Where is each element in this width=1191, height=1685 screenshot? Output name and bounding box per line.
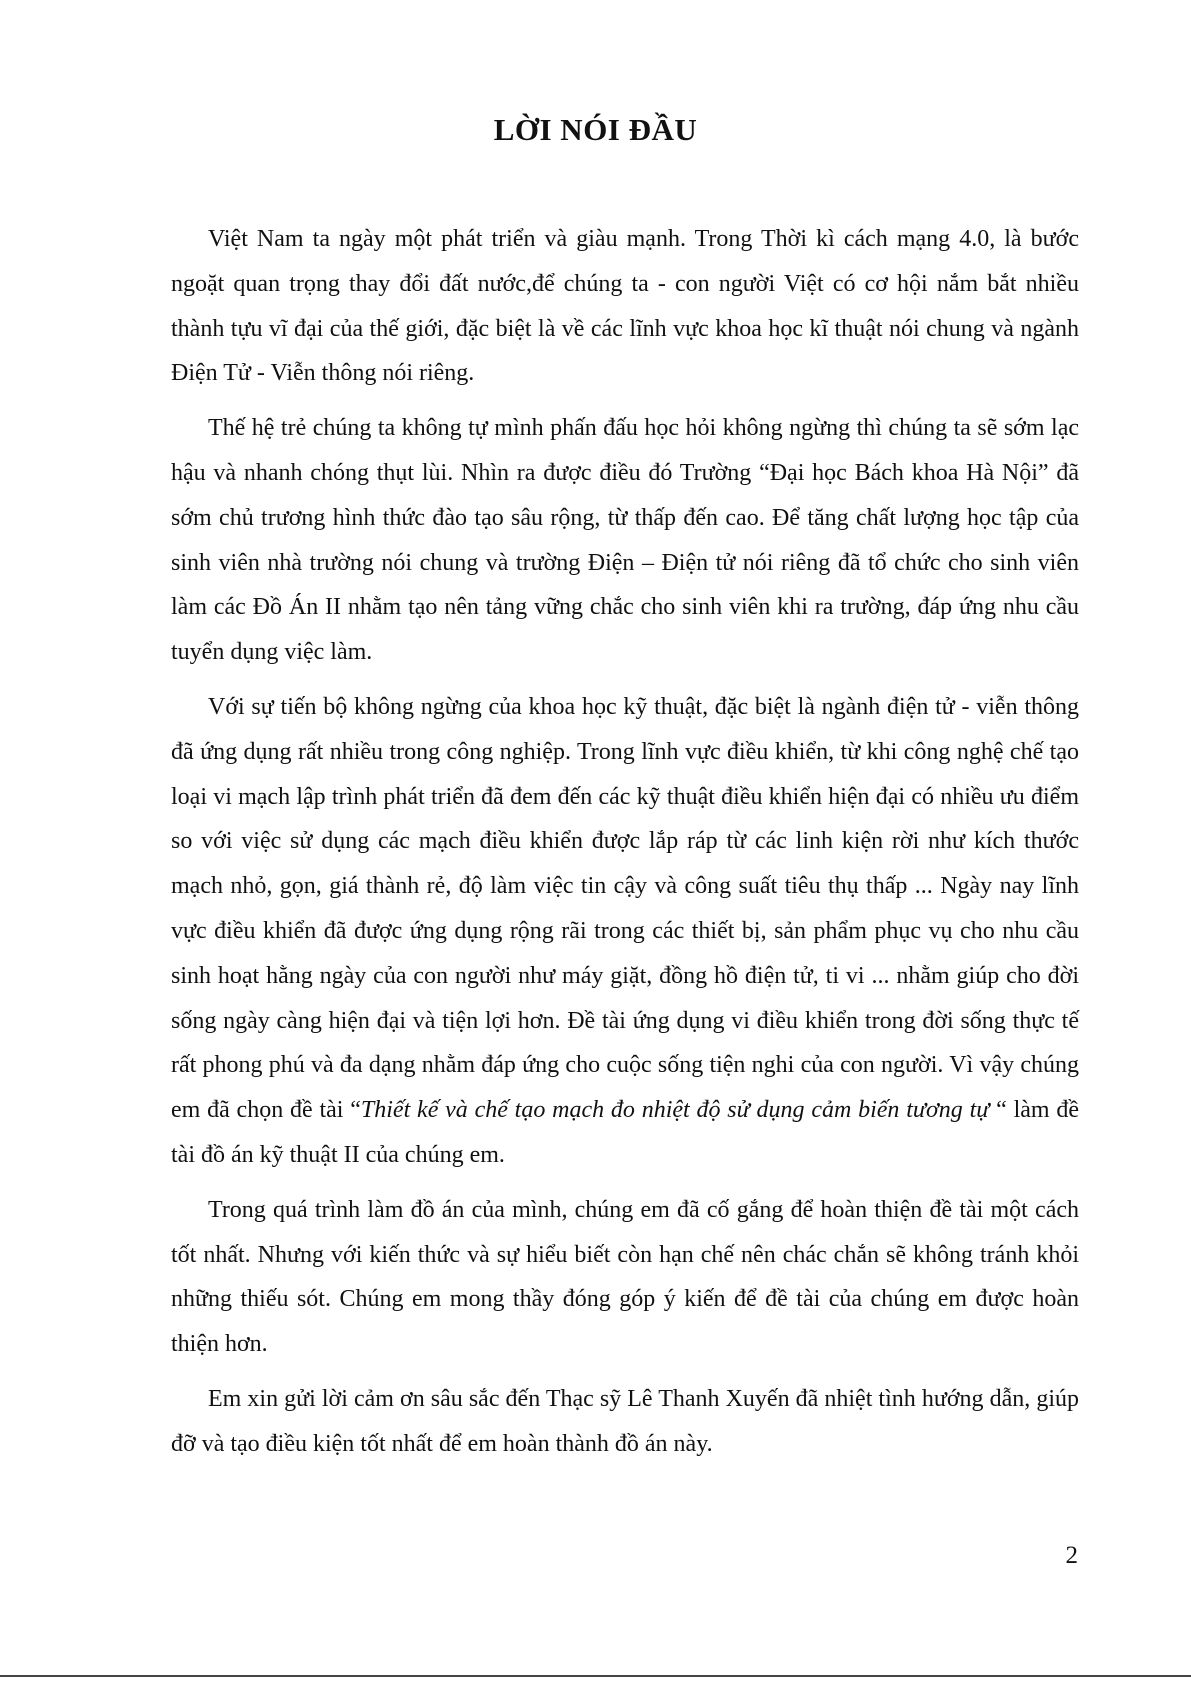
document-body [171,217,1079,1477]
page-title: LỜI NÓI ĐẦU [493,112,698,147]
paragraph-3-text-before: Với sự tiến bộ không ngừng của khoa học kỹ thuật, đặc biệt là ngành điện tử - viễn thông đã ứng dụng rất nhiều trong công nghiệp. Trong lĩnh vực điều khiển, từ khi công nghệ chế tạo loại vi mạch lập trình phát triển đã đem đến các kỹ thuật điều khiển hiện đại có nhiều ưu điểm so với việc sử dụng các mạch điều khiển được lắp ráp từ các linh kiện rời như kích thước mạch nhỏ, gọn, giá thành rẻ, độ làm việc tin cậy và công suất tiêu thụ thấp ... Ngày nay lĩnh vực điều khiển đã được ứng dụng rộng rãi trong các thiết bị, sản phẩm phục vụ cho nhu cầu sinh hoạt hằng ngày của con người như máy giặt, đồng hồ điện tử, ti vi ... nhằm giúp cho đời sống ngày càng hiện đại và tiện lợi hơn. Đề tài ứng dụng vi điều khiển trong đời sống thực tế rất phong phú và đa dạng nhằm đáp ứng cho cuộc sống tiện nghi của con người. Vì vậy chúng em đã chọn đề tài “ [171,693,1079,1124]
paragraph-2: Thế hệ trẻ chúng ta không tự mình phấn đấu học hỏi không ngừng thì chúng ta sẽ sớm lạc hậu và nhanh chóng thụt lùi. Nhìn ra được điều đó Trường “Đại học Bách khoa Hà Nội” đã sớm chủ trương hình thức đào tạo sâu rộng, từ thấp đến cao. Để tăng chất lượng học tập của sinh viên nhà trường nói chung và trường Điện – Điện tử nói riêng đã tổ chức cho sinh viên làm các Đồ Án II nhằm tạo nên tảng vững chắc cho sinh viên khi ra trường, đáp ứng nhu cầu tuyển dụng việc làm. [171,415,1079,666]
project-title-italic: Thiết kế và chế tạo mạch đo nhiệt độ sử dụng cảm biến tương tự [360,1097,990,1124]
paragraph-3 [171,685,1079,1178]
paragraph-3-text-after: “ làm đề tài đồ án kỹ thuật II của chúng em. [171,1097,1080,1168]
page-number: 2 [1065,1542,1078,1569]
paragraph-5: Em xin gửi lời cảm ơn sâu sắc đến Thạc sỹ Lê Thanh Xuyến đã nhiệt tình hướng dẫn, giúp đỡ và tạo điều kiện tốt nhất để em hoàn thành đồ án này. [171,1385,1079,1457]
paragraph-1: Việt Nam ta ngày một phát triển và giàu mạnh. Trong Thời kì cách mạng 4.0, là bước ngoặt quan trọng thay đổi đất nước,để chúng ta - con người Việt có cơ hội nắm bắt nhiều thành tựu vĩ đại của thế giới, đặc biệt là về các lĩnh vực khoa học kĩ thuật nói chung và ngành Điện Tử - Viễn thông nói riêng. [171,226,1079,387]
paragraph-4: Trong quá trình làm đồ án của mình, chúng em đã cố gắng để hoàn thiện đề tài một cách tốt nhất. Nhưng với kiến thức và sự hiểu biết còn hạn chế nên chác chắn sẽ không tránh khỏi những thiếu sót. Chúng em mong thầy đóng góp ý kiến để đề tài của chúng em được hoàn thiện hơn. [171,1196,1079,1358]
bottom-divider [0,1675,1191,1677]
